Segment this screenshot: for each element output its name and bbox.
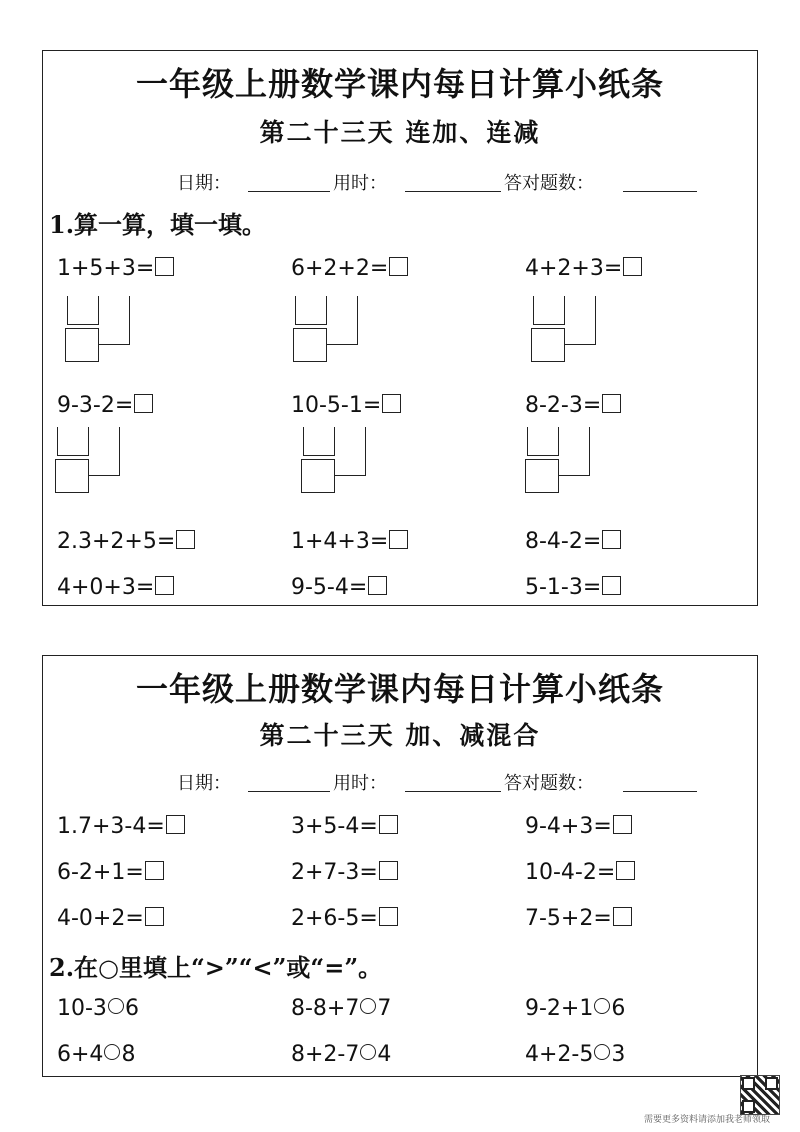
comparison: 9-2+1 6 [525,996,626,1021]
correct-count-blank[interactable] [623,191,697,192]
calc-diagram [293,296,365,368]
time-blank[interactable] [405,791,501,792]
answer-box[interactable] [613,815,632,834]
calc-diagram [525,427,597,499]
worksheet-title: 一年级上册数学课内每日计算小纸条 [135,65,664,103]
compare-circle[interactable] [594,998,610,1014]
equation: 1.7+3-4= [57,814,185,839]
info-row [43,769,757,795]
equation: 7-5+2= [525,906,632,931]
result-box[interactable] [55,459,89,493]
answer-box[interactable] [602,530,621,549]
answer-box[interactable] [613,907,632,926]
equation: 6-2+1= [57,860,164,885]
answer-box[interactable] [379,907,398,926]
equation: 4-0+2= [57,906,164,931]
calc-diagram [65,296,137,368]
result-box[interactable] [293,328,327,362]
correct-count-label: 答对题数： [504,773,594,794]
result-box[interactable] [531,328,565,362]
worksheet-title: 一年级上册数学课内每日计算小纸条 [135,670,664,708]
answer-box[interactable] [379,861,398,880]
equation: 2+7-3= [291,860,398,885]
calc-diagram [55,427,127,499]
answer-box[interactable] [382,394,401,413]
equation: 9-5-4= [291,575,387,600]
section-heading: 1.算一算，填一填。 [49,210,267,239]
equation: 1+4+3= [291,529,408,554]
result-box[interactable] [301,459,335,493]
equation: 6+2+2= [291,256,408,281]
equation: 4+0+3= [57,575,174,600]
answer-box[interactable] [623,257,642,276]
intermediate-box[interactable] [295,296,327,325]
time-blank[interactable] [405,191,501,192]
equation: 2.3+2+5= [57,529,195,554]
answer-box[interactable] [602,394,621,413]
date-blank[interactable] [248,791,330,792]
info-row [43,169,757,195]
answer-box[interactable] [145,907,164,926]
result-box[interactable] [65,328,99,362]
compare-circle[interactable] [594,1044,610,1060]
correct-count-label: 答对题数： [504,173,594,194]
equation: 9-3-2= [57,393,153,418]
worksheet-1 [42,50,758,606]
worksheet-subtitle: 第二十三天 加、减混合 [259,721,541,750]
answer-box[interactable] [176,530,195,549]
answer-box[interactable] [616,861,635,880]
answer-box[interactable] [155,257,174,276]
answer-box[interactable] [145,861,164,880]
comparison: 8+2-7 4 [291,1042,392,1067]
compare-circle[interactable] [104,1044,120,1060]
compare-circle[interactable] [360,1044,376,1060]
comparison: 10-3 6 [57,996,139,1021]
worksheet-subtitle: 第二十三天 连加、连减 [259,118,541,147]
calc-diagram [301,427,373,499]
answer-box[interactable] [389,530,408,549]
intermediate-box[interactable] [303,427,335,456]
answer-box[interactable] [368,576,387,595]
intermediate-box[interactable] [57,427,89,456]
intermediate-box[interactable] [527,427,559,456]
worksheet-2 [42,655,758,1077]
intermediate-box[interactable] [67,296,99,325]
equation: 9-4+3= [525,814,632,839]
answer-box[interactable] [166,815,185,834]
answer-box[interactable] [602,576,621,595]
date-blank[interactable] [248,191,330,192]
comparison: 6+4 8 [57,1042,136,1067]
answer-box[interactable] [389,257,408,276]
equation: 4+2+3= [525,256,642,281]
equation: 10-4-2= [525,860,635,885]
time-label: 用时： [333,173,387,194]
result-box[interactable] [525,459,559,493]
calc-diagram [531,296,603,368]
qr-code-icon [740,1075,780,1115]
compare-circle[interactable] [108,998,124,1014]
equation: 2+6-5= [291,906,398,931]
comparison: 8-8+7 7 [291,996,392,1021]
answer-box[interactable] [134,394,153,413]
answer-box[interactable] [155,576,174,595]
equation: 5-1-3= [525,575,621,600]
equation: 1+5+3= [57,256,174,281]
footer-note: 需要更多资料请添加我老师领取 [643,1115,770,1125]
equation: 3+5-4= [291,814,398,839]
equation: 8-2-3= [525,393,621,418]
date-label: 日期： [177,173,231,194]
correct-count-blank[interactable] [623,791,697,792]
comparison: 4+2-5 3 [525,1042,626,1067]
section-heading: 2.在○里填上“>”“<”或“=”。 [49,953,383,982]
date-label: 日期： [177,773,231,794]
equation: 8-4-2= [525,529,621,554]
answer-box[interactable] [379,815,398,834]
time-label: 用时： [333,773,387,794]
equation: 10-5-1= [291,393,401,418]
intermediate-box[interactable] [533,296,565,325]
compare-circle[interactable] [360,998,376,1014]
